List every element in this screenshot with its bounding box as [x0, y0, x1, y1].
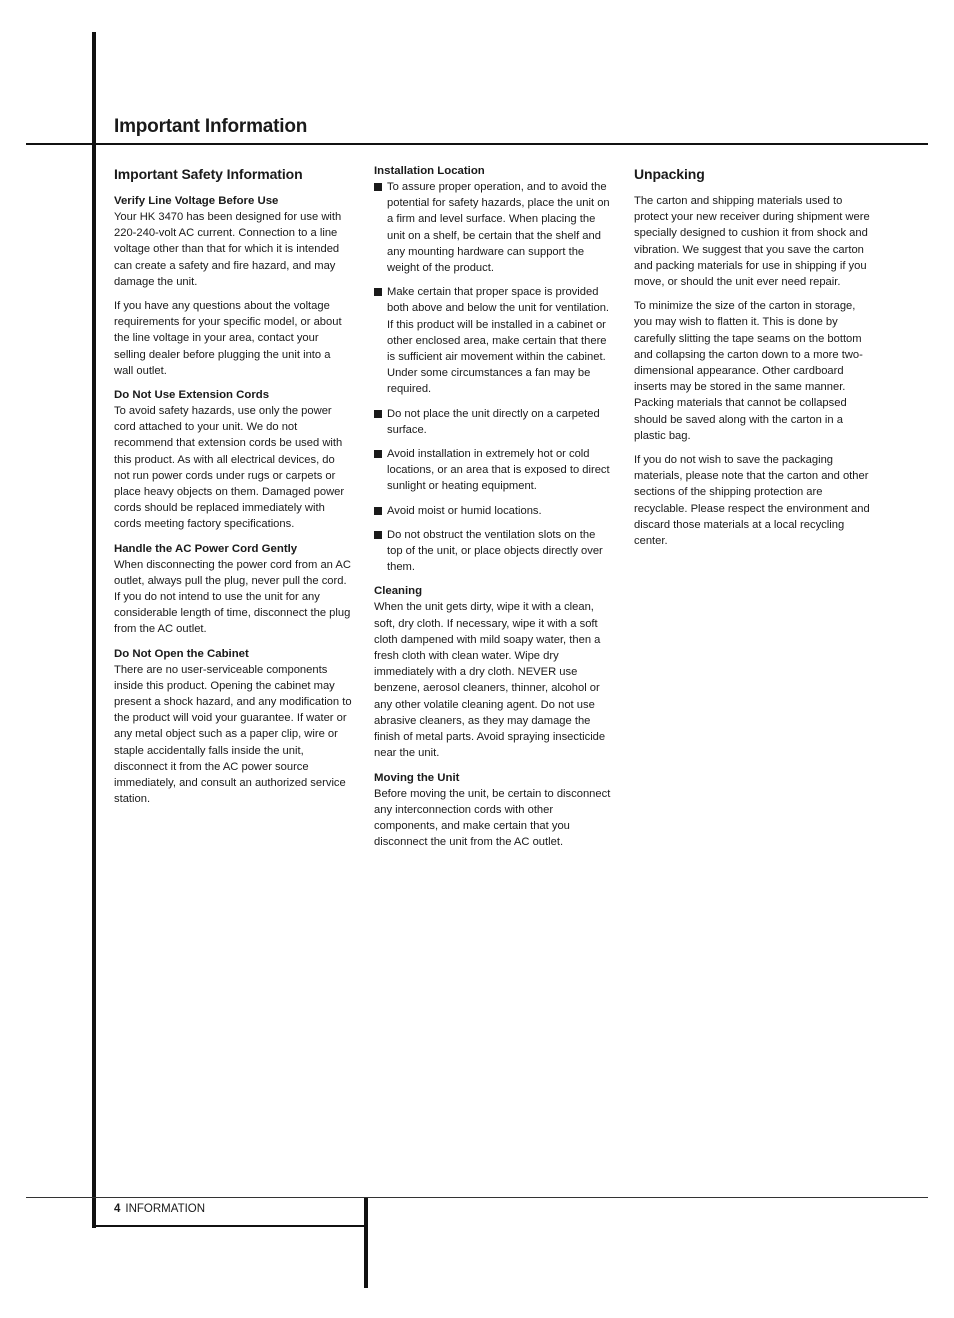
- square-bullet-icon: [374, 410, 382, 418]
- footer-divider-bar: [364, 1198, 368, 1288]
- section-paragraph: To avoid safety hazards, use only the power cord attached to your unit. We do not recommend that extension cords be used with this product. As with all electrical devices, do not run power cords under rugs or carpets or place heavy objects on them. Damaged power cords should be replaced immediately with cords meeting factory specifications.: [114, 405, 345, 531]
- list-item: [374, 446, 612, 495]
- moving-title: Moving the Unit: [374, 771, 460, 784]
- section-paragraph: There are no user-serviceable components inside this product. Opening the cabinet may present a shock hazard, and any modification to the product will void your guarantee. If water or any metal object such as a paper clip, wire or staple accidentally falls inside the unit, disconnect it from the AC power source immediately, and consult an authorized service station.: [114, 663, 352, 806]
- section-title: Verify Line Voltage Before Use: [114, 195, 279, 207]
- unpacking-paragraph: To minimize the size of the carton in storage, you may wish to flatten it. This is done by carefully slitting the tape seams on the bottom and collapsing the carton down to a more two-dimensional appearance. Other cardboard inserts may be stored in the same manner. Packing materials that cannot be collapsed should be saved along with the carton in a plastic bag.: [634, 300, 863, 442]
- cleaning-text: When the unit gets dirty, wipe it with a clean, soft, dry cloth. If necessary, wipe it with a soft cloth dampened with mild soapy water, then a fresh cloth with clean water. Wipe dry immediately with a dry cloth. NEVER use benzene, aerosol cleaners, thinner, alcohol or any other volatile cleaning agent. Do not use abrasive cleaners, as they may damage the finish of metal parts. Avoid spraying insecticide near the unit.: [374, 601, 606, 760]
- header-rule: [26, 143, 928, 145]
- column-installation: [374, 163, 612, 858]
- column-unpacking: [634, 163, 872, 557]
- footer-section: INFORMATION: [125, 1203, 206, 1215]
- unpacking-paragraph: If you do not wish to save the packaging materials, please note that the carton and other sections of the shipping protection are recyclable. Please respect the environment and discard those materials at a local recycling center.: [634, 454, 870, 548]
- installation-title: Installation Location: [374, 165, 485, 177]
- list-item-text: Avoid installation in extremely hot or cold locations, or an area that is exposed to direct sunlight or heating equipment.: [387, 448, 610, 493]
- column-safety: [114, 163, 352, 816]
- section-title: Do Not Open the Cabinet: [114, 647, 249, 660]
- list-item-text: Avoid moist or humid locations.: [387, 504, 542, 517]
- unpacking-heading: Unpacking: [634, 166, 705, 182]
- list-item: [374, 406, 612, 438]
- section-title: Do Not Use Extension Cords: [114, 389, 270, 402]
- footer-underline: [92, 1225, 368, 1227]
- list-item-text: Do not place the unit directly on a carpeted surface.: [387, 407, 600, 436]
- list-item: [374, 179, 612, 276]
- section-paragraph: If you have any questions about the voltage requirements for your specific model, or about the line voltage in your area, contact your selling dealer before plugging the unit into a wall outlet.: [114, 300, 342, 377]
- square-bullet-icon: [374, 183, 382, 191]
- safety-heading: Important Safety Information: [114, 166, 303, 182]
- section-paragraph: When disconnecting the power cord from an AC outlet, always pull the plug, never pull the cord. If you do not intend to use the unit for any considerable length of time, disconnect the plug from the AC outlet.: [114, 558, 351, 636]
- list-item: [374, 527, 612, 576]
- section-title: Handle the AC Power Cord Gently: [114, 542, 298, 555]
- moving-text: Before moving the unit, be certain to disconnect any interconnection cords with other components, and make certain that you disconnect the unit from the AC outlet.: [374, 787, 611, 849]
- square-bullet-icon: [374, 288, 382, 296]
- list-item: [374, 503, 612, 519]
- square-bullet-icon: [374, 450, 382, 458]
- section-paragraph: Your HK 3470 has been designed for use with 220-240-volt AC current. Connection to a line voltage other than that for which it is intended can create a safety and fire hazard, and may damage the unit.: [114, 211, 342, 288]
- installation-list: [374, 179, 612, 575]
- list-item-text: Make certain that proper space is provided both above and below the unit for ventilation. If this product will be installed in a cabinet or other enclosed area, make certain that there is sufficient air movement within the cabinet. Under some circumstances a fan may be required.: [387, 286, 610, 396]
- page-number: 4: [114, 1203, 121, 1215]
- footer-rule: [26, 1197, 928, 1198]
- list-item-text: Do not obstruct the ventilation slots on the top of the unit, or place objects directly over them.: [387, 528, 603, 574]
- unpacking-paragraph: The carton and shipping materials used to protect your new receiver during shipment were specially designed to cushion it from shock and vibration. We suggest that you save the carton and packing materials for use in shipping if you move, or should the unit ever need repair.: [634, 195, 870, 289]
- page-footer: [114, 1203, 205, 1215]
- cleaning-title: Cleaning: [374, 585, 423, 598]
- list-item-text: To assure proper operation, and to avoid the potential for safety hazards, place the unit on a firm and level surface. When placing the unit on a shelf, be certain that the shelf and any mounting hardware can support the weight of the product.: [387, 181, 610, 275]
- page-title: Important Information: [114, 116, 308, 137]
- left-margin-bar: [92, 32, 96, 1228]
- list-item: [374, 284, 612, 397]
- square-bullet-icon: [374, 507, 382, 515]
- square-bullet-icon: [374, 531, 382, 539]
